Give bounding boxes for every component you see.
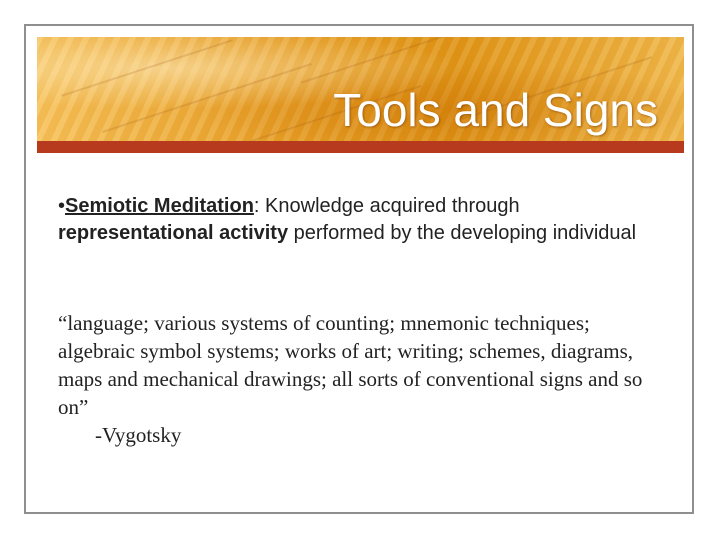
title-banner (37, 37, 684, 141)
quote-attribution: -Vygotsky (95, 423, 182, 447)
bullet-term: Semiotic Meditation (65, 195, 254, 217)
slide-title: Tools and Signs (333, 84, 658, 136)
bullet-colon: : (253, 195, 260, 217)
vygotsky-quote: “language; various systems of counting; mnemonic techniques; algebraic symbol systems; works of art; writing; schemes, diagrams, maps and mechanical drawings; all sorts of conventional signs and so on” (58, 311, 643, 419)
bullet-text-1: Knowledge acquired through (259, 195, 520, 217)
bullet-emphasis: representational activity (58, 222, 289, 244)
title-underline-bar (37, 141, 684, 153)
bullet-marker: • (58, 195, 66, 217)
bullet-text-2: performed by the developing individual (288, 222, 637, 244)
bullet-paragraph (58, 193, 668, 247)
